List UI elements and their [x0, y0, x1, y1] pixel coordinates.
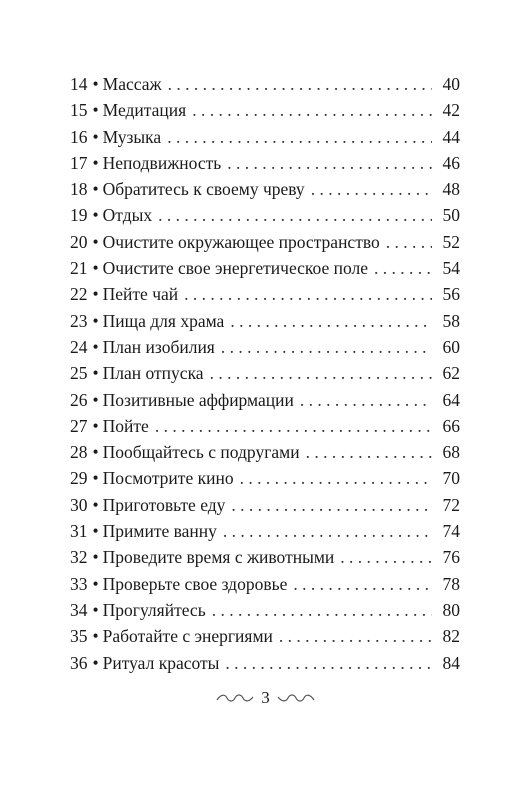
toc-entry-title: Посмотрите кино [102, 468, 234, 489]
toc-entry-number: 21 [70, 258, 88, 279]
toc-entry[interactable] [70, 439, 460, 465]
toc-entry-leader [306, 439, 432, 465]
flourish-right-icon [276, 691, 316, 705]
toc-entry-leader [167, 124, 432, 150]
toc-entry-number: 32 [70, 547, 88, 568]
toc-entry[interactable] [70, 492, 460, 518]
toc-entry-page: 70 [442, 468, 460, 489]
toc-entry-title: Позитивные аффирмации [102, 389, 294, 410]
toc-entry-bullet: • [92, 100, 99, 121]
toc-entry-number: 27 [70, 415, 88, 436]
toc-entry-leader [168, 71, 432, 97]
toc-entry[interactable] [70, 308, 460, 334]
toc-entry-number: 18 [70, 179, 88, 200]
toc-entry-number: 34 [70, 599, 88, 620]
toc-entry-number: 14 [70, 74, 88, 94]
toc-entry-number: 29 [70, 468, 88, 489]
toc-entry[interactable] [70, 124, 460, 150]
toc-entry-leader [210, 360, 432, 386]
toc-entry[interactable] [70, 360, 460, 386]
toc-entry-title: Работайте с энергиями [102, 626, 273, 647]
toc-entry-leader [221, 334, 432, 360]
toc-entry-bullet: • [92, 652, 99, 673]
toc-entry[interactable] [70, 597, 460, 623]
toc-entry-bullet: • [92, 152, 99, 173]
toc-entry-page: 68 [442, 442, 460, 463]
toc-entry-title: Пообщайтесь с подругами [102, 442, 300, 463]
toc-entry-page: 60 [442, 336, 460, 357]
toc-entry-leader [225, 650, 432, 676]
toc-entry[interactable] [70, 413, 460, 439]
toc-entry-page: 56 [442, 284, 460, 305]
toc-entry-bullet: • [92, 310, 99, 331]
toc-entry-page: 42 [442, 100, 460, 121]
toc-entry-leader [293, 571, 432, 597]
toc-entry-page: 46 [442, 152, 460, 173]
toc-entry-number: 28 [70, 442, 88, 463]
toc-entry-bullet: • [92, 389, 99, 410]
toc-entry-title: Пейте чай [102, 284, 179, 305]
toc-entry-bullet: • [92, 126, 99, 147]
toc-entry-title: Прогуляйтесь [102, 599, 206, 620]
toc-entry-leader [279, 623, 432, 649]
toc-entry-bullet: • [92, 573, 99, 594]
toc-entry-leader [184, 281, 432, 307]
toc-entry-leader [155, 413, 432, 439]
toc-entry[interactable] [70, 623, 460, 649]
toc-entry-page: 64 [442, 389, 460, 410]
toc-entry[interactable] [70, 97, 460, 123]
toc-entry-number: 20 [70, 231, 88, 252]
toc-entry[interactable] [70, 334, 460, 360]
toc-entry-bullet: • [92, 547, 99, 568]
toc-entry-number: 26 [70, 389, 88, 410]
toc-entry-title: Неподвижность [102, 152, 222, 173]
toc-entry-leader [311, 176, 432, 202]
toc-entry-page: 78 [442, 573, 460, 594]
toc-entry-leader [223, 518, 432, 544]
page-number: 3 [261, 688, 270, 707]
toc-entry-bullet: • [92, 284, 99, 305]
toc-entry-page: 82 [442, 626, 460, 647]
toc-entry-number: 25 [70, 363, 88, 384]
toc-entry-number: 33 [70, 573, 88, 594]
toc-entry-bullet: • [92, 521, 99, 542]
toc-entry-title: Медитация [102, 100, 187, 121]
toc-entry-title: Отдых [102, 205, 153, 226]
toc-entry-page: 62 [442, 363, 460, 384]
toc-entry-number: 23 [70, 310, 88, 331]
toc-entry[interactable] [70, 518, 460, 544]
toc-entry-number: 16 [70, 126, 88, 147]
toc-entry-leader [340, 544, 432, 570]
toc-entry-bullet: • [92, 415, 99, 436]
toc-entry-number: 35 [70, 626, 88, 647]
toc-entry-leader [230, 308, 432, 334]
toc-entry-title: Музыка [102, 126, 162, 147]
toc-entry-page: 54 [442, 258, 460, 279]
toc-entry-page: 66 [442, 415, 460, 436]
toc-entry-page: 84 [442, 652, 460, 673]
toc-entry-title: Примите ванну [102, 521, 217, 542]
toc-entry-bullet: • [92, 468, 99, 489]
toc-entry-leader [240, 465, 432, 491]
toc-entry-page: 58 [442, 310, 460, 331]
toc-entry-title: Обратитесь к своему чреву [102, 179, 305, 200]
toc-entry-number: 15 [70, 100, 88, 121]
page-footer [0, 688, 531, 708]
toc-entry-page: 80 [442, 599, 460, 620]
toc-entry-bullet: • [92, 231, 99, 252]
toc-entry-title: Очистите окружающее пространство [102, 231, 380, 252]
toc-entry-leader [227, 150, 432, 176]
toc-entry-title: Массаж [102, 74, 162, 94]
toc-entry-leader [212, 597, 432, 623]
toc-entry-title: Приготовьте еду [102, 494, 226, 515]
toc-entry-page: 44 [442, 126, 460, 147]
toc-entry[interactable] [70, 202, 460, 228]
toc-entry-number: 36 [70, 652, 88, 673]
toc-entry[interactable] [70, 281, 460, 307]
toc-entry[interactable] [70, 150, 460, 176]
toc-entry-title: Ритуал красоты [102, 652, 220, 673]
toc-entry-leader [374, 255, 432, 281]
toc-entry[interactable] [70, 544, 460, 570]
toc-entry-page: 74 [442, 521, 460, 542]
toc-entry-title: Пища для храма [102, 310, 225, 331]
toc-entry[interactable] [70, 650, 460, 676]
toc-entry-leader [300, 387, 432, 413]
toc-entry[interactable] [70, 387, 460, 413]
toc-entry-title: Очистите свое энергетическое поле [102, 258, 369, 279]
toc-entry-leader [158, 202, 432, 228]
toc-entry-page: 76 [442, 547, 460, 568]
toc-entry[interactable] [70, 571, 460, 597]
toc-entry-number: 19 [70, 205, 88, 226]
toc-entry-title: Проведите время с животными [102, 547, 335, 568]
toc-entry-number: 22 [70, 284, 88, 305]
toc-entry-page: 48 [442, 179, 460, 200]
toc-entry-title: Проверьте свое здоровье [102, 573, 288, 594]
toc-entry-number: 31 [70, 521, 88, 542]
toc-entry[interactable] [70, 176, 460, 202]
toc-entry[interactable] [70, 229, 460, 255]
toc-entry-bullet: • [92, 74, 99, 94]
flourish-left-icon [215, 691, 255, 705]
toc-entry-bullet: • [92, 494, 99, 515]
toc-entry-bullet: • [92, 179, 99, 200]
toc-entry[interactable] [70, 465, 460, 491]
toc-entry-bullet: • [92, 205, 99, 226]
toc-entry-page: 50 [442, 205, 460, 226]
toc-entry-bullet: • [92, 626, 99, 647]
toc-entry-bullet: • [92, 258, 99, 279]
toc-entry-page: 52 [442, 231, 460, 252]
toc-entry-page: 40 [442, 74, 460, 94]
toc-entry-number: 24 [70, 336, 88, 357]
toc-entry-bullet: • [92, 442, 99, 463]
table-of-contents [70, 71, 460, 676]
toc-entry-title: План изобилия [102, 336, 215, 357]
toc-entry-page: 72 [442, 494, 460, 515]
toc-entry-leader [231, 492, 432, 518]
toc-entry-bullet: • [92, 599, 99, 620]
toc-entry-number: 30 [70, 494, 88, 515]
toc-entry-bullet: • [92, 363, 99, 384]
toc-entry[interactable] [70, 255, 460, 281]
toc-entry-leader [386, 229, 432, 255]
toc-entry-title: Пойте [102, 415, 149, 436]
toc-entry[interactable] [70, 71, 460, 97]
toc-entry-number: 17 [70, 152, 88, 173]
toc-entry-leader [192, 97, 432, 123]
toc-entry-title: План отпуска [102, 363, 204, 384]
toc-entry-bullet: • [92, 336, 99, 357]
